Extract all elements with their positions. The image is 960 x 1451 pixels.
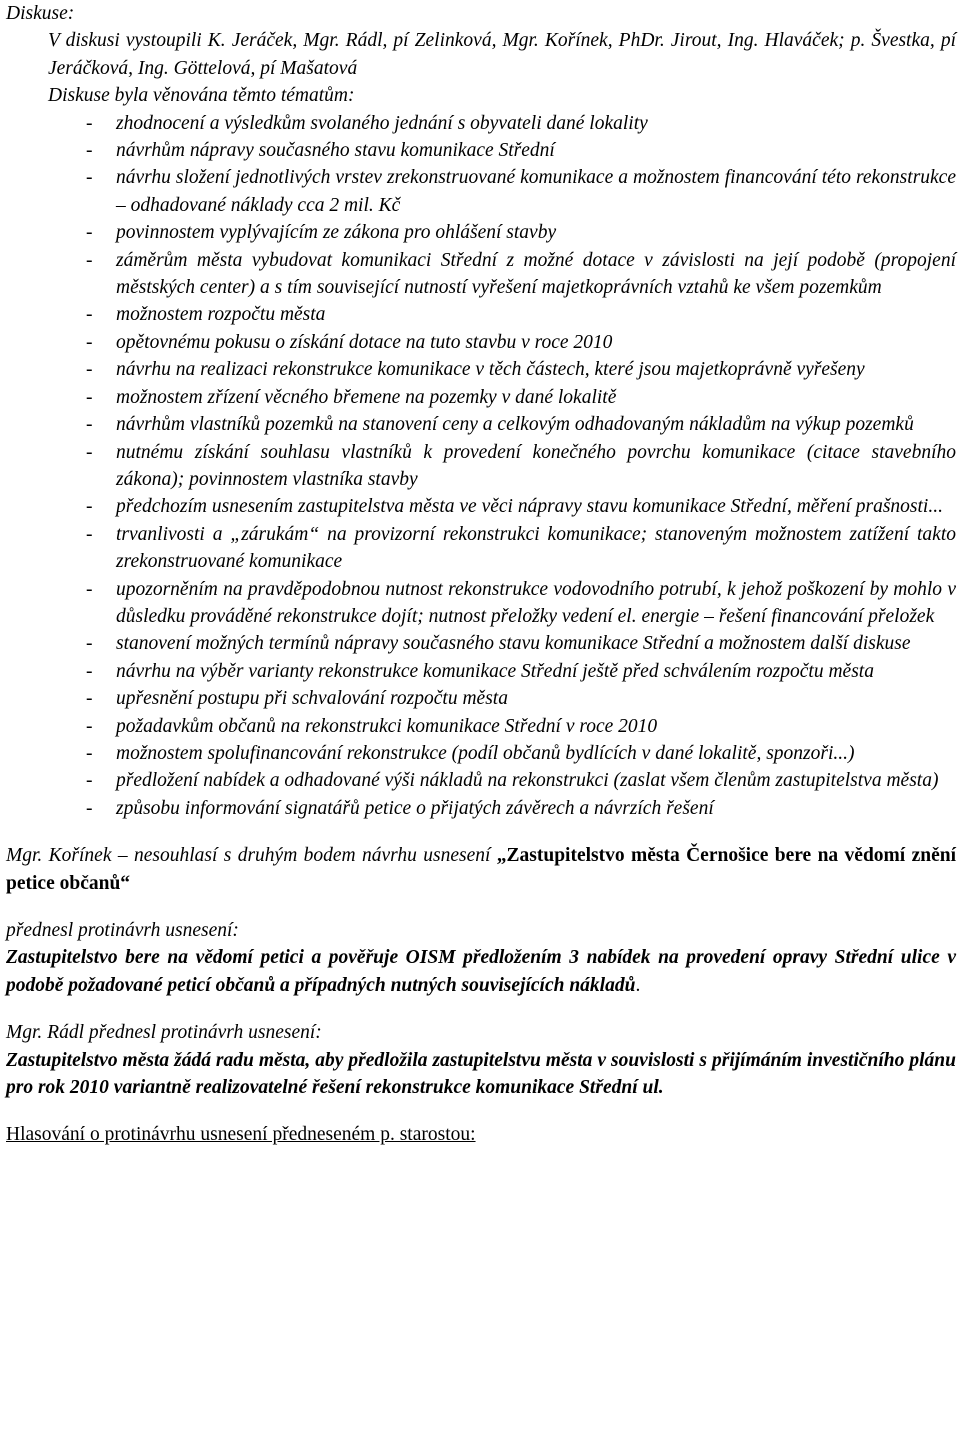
spacer bbox=[6, 999, 956, 1019]
counter-proposal-2-resolution: Zastupitelstvo města žádá radu města, aby předložila zastupitelstvu města v souvislosti s přijímáním investičního plánu pro rok 2010 variantně realizovatelné řešení rekonstrukce komunikace Střední ul. bbox=[6, 1049, 956, 1099]
spacer bbox=[6, 822, 956, 842]
discussion-topic-item: - zhodnocení a výsledkům svolaného jednání s obyvateli dané lokality bbox=[6, 110, 956, 137]
discussion-topic-item: - možnostem spolufinancování rekonstrukce (podíl občanů bydlících v dané lokalitě, sponzoři...) bbox=[6, 740, 956, 767]
discussion-topic-item: - požadavkům občanů na rekonstrukci komunikace Střední v roce 2010 bbox=[6, 713, 956, 740]
counter-proposal-1-label: přednesl protinávrh usnesení: bbox=[6, 920, 239, 941]
vote-heading: Hlasování o protinávrhu usnesení předneseném p. starostou: bbox=[6, 1124, 476, 1146]
discussion-heading: Diskuse: bbox=[6, 3, 75, 24]
discussion-topic-item: - návrhům vlastníků pozemků na stanovení ceny a celkovým odhadovaným nákladům na výkup pozemků bbox=[6, 411, 956, 438]
discussion-topic-item: - povinnostem vyplývajícím ze zákona pro ohlášení stavby bbox=[6, 219, 956, 246]
discussion-topic-item: - záměrům města vybudovat komunikaci Střední z možné dotace v závislosti na její podobě (propojení městských center) a s tím související nutností vyřešení majetkoprávních vztahů ke všem pozemkům bbox=[6, 247, 956, 302]
discussion-speakers: V diskusi vystoupili K. Jeráček, Mgr. Rádl, pí Zelinková, Mgr. Kořínek, PhDr. Jirout, Ing. Hlaváček; p. Švestka, pí Jeráčková, Ing. Göttelová, pí Mašatová bbox=[48, 30, 956, 79]
discussion-topic-item: - stanovení možných termínů nápravy současného stavu komunikace Střední a možnostem další diskuse bbox=[6, 630, 956, 657]
discussion-topic-item: - způsobu informování signatářů petice o přijatých závěrech a návrzích řešení bbox=[6, 795, 956, 822]
discussion-topic-item: - předložení nabídek a odhadované výši nákladů na rekonstrukci (zaslat všem členům zastupitelstva města) bbox=[6, 767, 956, 794]
discussion-topic-item: - upřesnění postupu při schvalování rozpočtu města bbox=[6, 685, 956, 712]
discussion-topic-item: - upozorněním na pravděpodobnou nutnost rekonstrukce vodovodního potrubí, k jehož poškození by mohlo v důsledku prováděné rekonstrukce dojít; nutnost přeložky vedení el. energie – řešení financování přeložek bbox=[6, 576, 956, 631]
discussion-topic-item: - návrhu na realizaci rekonstrukce komunikace v těch částech, které jsou majetkoprávně vyřešeny bbox=[6, 356, 956, 383]
discussion-topic-item: - možnostem zřízení věcného břemene na pozemky v dané lokalitě bbox=[6, 384, 956, 411]
discussion-topic-item: - možnostem rozpočtu města bbox=[6, 301, 956, 328]
discussion-topic-item: - opětovnému pokusu o získání dotace na tuto stavbu v roce 2010 bbox=[6, 329, 956, 356]
discussion-topic-list bbox=[6, 110, 956, 823]
discussion-topic-item: - návrhům nápravy současného stavu komunikace Střední bbox=[6, 137, 956, 164]
discussion-topic-item: - trvanlivosti a „zárukám“ na provizorní rekonstrukci komunikace; stanoveným možnostem zatížení takto zrekonstruované komunikace bbox=[6, 521, 956, 576]
discussion-topic-item: - návrhu na výběr varianty rekonstrukce komunikace Střední ještě před schválením rozpočtu města bbox=[6, 658, 956, 685]
counter-proposal-2-label: Mgr. Rádl přednesl protinávrh usnesení: bbox=[6, 1022, 322, 1044]
discussion-topic-item: - předchozím usnesením zastupitelstva města ve věci nápravy stavu komunikace Střední, měření prašnosti... bbox=[6, 493, 956, 520]
counter-proposal-1-text: Zastupitelstvo bere na vědomí petici a pověřuje OISM předložením 3 nabídek na provedení opravy Střední ulice v podobě požadované peticí občanů a případných nutných souvisejících nákladů bbox=[6, 947, 956, 996]
korinek-paragraph bbox=[6, 842, 956, 897]
discussion-topic-item: - návrhu složení jednotlivých vrstev zrekonstruované komunikace a možnostem financování této rekonstrukce – odhadované náklady cca 2 mil. Kč bbox=[6, 164, 956, 219]
discussion-topics-intro: Diskuse byla věnována těmto tématům: bbox=[48, 85, 355, 107]
korinek-text: Mgr. Kořínek – nesouhlasí s druhým bodem návrhu usnesení bbox=[6, 845, 497, 867]
spacer bbox=[6, 897, 956, 917]
korinek-quote: „Zastupitelstvo města Černošice bere na vědomí znění petice občanů“ bbox=[6, 845, 956, 894]
discussion-topic-item: - nutnému získání souhlasu vlastníků k provedení konečného povrchu komunikace (citace stavebního zákona); povinnostem vlastníka stavby bbox=[6, 439, 956, 494]
counter-proposal-1-end: . bbox=[635, 974, 641, 996]
spacer bbox=[6, 1101, 956, 1121]
counter-proposal-1-resolution bbox=[6, 944, 956, 999]
